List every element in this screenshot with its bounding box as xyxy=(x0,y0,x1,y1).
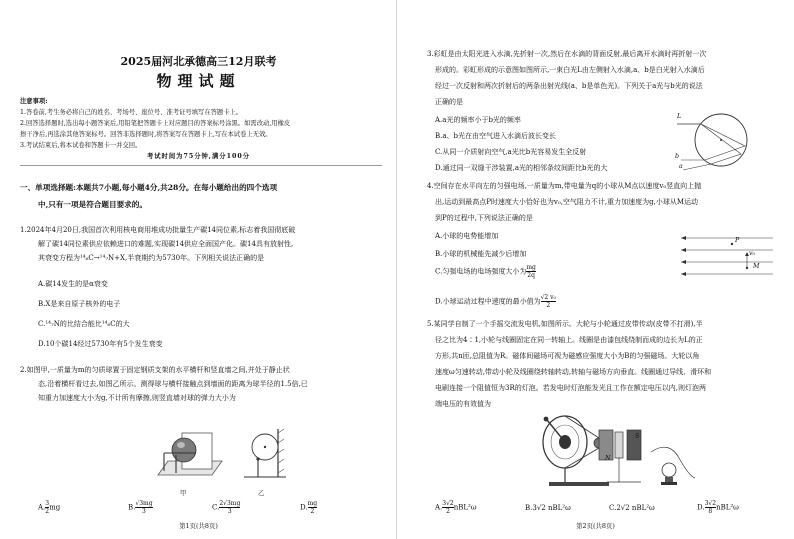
q2-option-d[interactable] xyxy=(300,500,317,518)
q3-option-c[interactable]: C.从同一介质射向空气,a光比b光容易发生全反射 xyxy=(435,148,587,156)
page-2 xyxy=(397,0,794,539)
q2-stem: 知重力加速度大小为g,不计所有摩擦,则竖直墙对球的弹力大小为 xyxy=(38,394,236,402)
q5-option-b[interactable] xyxy=(525,504,571,513)
option-prefix: D. xyxy=(697,503,705,512)
q5-option-a[interactable] xyxy=(435,500,477,518)
q5-stem: 端电压的有效值为 xyxy=(435,400,491,408)
section-heading-cont: 中,只有一项是符合题目要求的。 xyxy=(38,200,147,209)
q3-option-b[interactable]: B.a、b光在由空气进入水滴后波长变长 xyxy=(435,132,557,140)
q1-stem: 其衰变方程为¹⁴₆C→¹⁴₇N+X,半衰期约为5730年。下列相关说法正确的是 xyxy=(38,254,265,262)
q3-stem: 经过一次反射和两次折射后的两条出射光线(a、b是单色光)。下列关于a光与b光的说法 xyxy=(435,82,703,90)
fraction-den: 8 xyxy=(708,508,713,515)
q3-label-L: L xyxy=(677,113,682,120)
fraction-den: 2 xyxy=(310,508,315,515)
option-suffix: mg xyxy=(49,503,61,512)
fraction-num: mg xyxy=(307,500,318,507)
q4-option-b[interactable]: B.小球的机械能先减少后增加 xyxy=(435,250,527,258)
exam-subject: 物理试题 xyxy=(156,72,241,90)
q2-option-c[interactable] xyxy=(212,500,240,518)
q5-label-S: S xyxy=(635,433,640,440)
q5-stem: 5.某同学自制了一个手摇交流发电机,如图所示。大轮与小轮通过皮带传动(皮带不打滑),半 xyxy=(427,320,703,328)
option-prefix: B. xyxy=(525,504,533,512)
q2-stem: 2.如图甲,一质量为m的匀质球置于固定钢质支架的水平横杆和竖直墙之间,并处于静止状 xyxy=(20,366,290,374)
q3-stem: 形成的。彩虹形成的示意图如图所示,一束白光L由左侧射入水滴,a、b是白光射入水滴后 xyxy=(435,66,705,74)
q5-label-N: N xyxy=(605,455,611,462)
q2-figure-label-jia: 甲 xyxy=(180,490,187,497)
q5-stem: 径之比为4∶1,小轮与线圈固定在同一转轴上。线圈是由漆包线绕制而成的边长为L的正 xyxy=(435,336,703,344)
q4-label-P: P xyxy=(735,237,740,244)
fraction-den: 2 xyxy=(446,508,450,515)
q3-label-a: a xyxy=(679,163,683,170)
q4-label-M: M xyxy=(753,263,760,270)
option-suffix: 2√2 nBL²ω xyxy=(616,504,655,512)
option-prefix: A. xyxy=(435,503,443,512)
q2-option-a[interactable] xyxy=(38,500,60,518)
exam-time-score: 考试时间为75分钟,满分100分 xyxy=(146,153,251,160)
q1-stem: 解了碳14同位素供应依赖进口的难题,实现碳14供应全面国产化。碳14具有放射性, xyxy=(38,240,294,248)
q5-stem: 速度ω匀速转动,带动小轮及线圈绕转轴转动,转轴与磁场方向垂直。线圈通过导线、滑环和 xyxy=(435,368,712,376)
exam-title: 2025届河北承德高三12月联考 xyxy=(120,55,277,68)
q1-option-c[interactable]: C.¹⁴₇N的比结合能比¹⁴₆C的大 xyxy=(38,320,130,328)
option-prefix: B. xyxy=(128,503,136,512)
page-footer-right: 第2页(共8页) xyxy=(576,522,615,530)
fraction-den: 2 xyxy=(546,302,551,309)
q2-stem: 态,沿着横杆看过去,如图乙所示。测得球与横杆接触点到墙面的距离为球半径的1.5倍,已 xyxy=(38,380,308,388)
q3-option-d[interactable]: D.通过同一双缝干涉装置,a光的相邻条纹间距比b光的大 xyxy=(435,164,608,172)
q4-option-d[interactable] xyxy=(435,294,556,312)
fraction-den: 2 xyxy=(45,508,50,515)
notice-item: 2.回答选择题时,选出每小题答案后,用铅笔把答题卡上对应题目的答案标号涂黑。如需改动,用橡皮 xyxy=(20,120,291,127)
q3-stem: 3.彩虹是由太阳光进入水滴,先折射一次,然后在水滴的背面反射,最后离开水滴时再折射一次 xyxy=(427,50,707,58)
option-prefix: C. xyxy=(609,504,617,512)
q4-stem: 4.空间存在水平向左的匀强电场,一质量为m,带电量为q的小球从M点以速度v₀竖直向上抛 xyxy=(427,182,702,190)
q4-field-figure xyxy=(677,230,777,284)
q4-option-a[interactable]: A.小球的电势能增加 xyxy=(435,232,499,240)
q4-option-c[interactable] xyxy=(435,264,536,282)
option-prefix: A. xyxy=(38,503,46,512)
q2-option-b[interactable] xyxy=(128,500,153,518)
q1-option-b[interactable]: B.X是来自原子核外的电子 xyxy=(38,300,121,308)
fraction-num: 3 xyxy=(45,500,50,507)
option-prefix: C.匀强电场的电场强度大小为 xyxy=(435,267,527,276)
q5-bulb-figure xyxy=(649,440,699,490)
q5-stem: 电刷连接一个阻值恒为3R的灯泡。若发电时灯泡能发光且工作在额定电压以内,则灯泡两 xyxy=(435,384,706,392)
q2-figure-jia xyxy=(152,425,224,487)
q3-option-a[interactable]: A.a光的频率小于b光的频率 xyxy=(435,116,521,124)
fraction-num: mg xyxy=(526,264,536,271)
fraction-num: 2√3mg xyxy=(219,500,241,507)
option-suffix: nBL²ω xyxy=(453,503,477,512)
fraction-num: √3mg xyxy=(135,500,153,507)
q1-stem: 1.2024年4月20日,我国首次利用核电商用堆成功批量生产碳14同位素,标志着我国彻底破 xyxy=(20,226,296,234)
fraction-num: 3√2 xyxy=(704,500,717,507)
notice-item: 擦干净后,再选涂其他答案标号。回答非选择题时,将答案写在答题卡上,写在本试卷上无效。 xyxy=(20,131,272,138)
notice-heading: 注意事项: xyxy=(20,98,48,105)
q3-stem: 正确的是 xyxy=(435,98,463,106)
fraction-den: 3 xyxy=(227,508,232,515)
q1-option-d[interactable]: D.10个碳14经过5730年有5个发生衰变 xyxy=(38,340,163,348)
q5-stem: 方形,共n匝,总阻值为R。磁体间磁场可视为磁感应强度大小为B的匀强磁场。大轮以角 xyxy=(435,352,700,360)
page-footer-left: 第1页(共8页) xyxy=(179,522,218,530)
q3-label-b: b xyxy=(675,153,680,160)
q1-option-a[interactable]: A.碳14发生的是α衰变 xyxy=(38,280,108,288)
q4-stem: 出,运动到最高点P时速度大小恰好也为v₀,空气阻力不计,重力加速度为g,小球从M运动 xyxy=(435,198,699,206)
fraction-num: √2 v₀ xyxy=(540,294,556,301)
q5-generator-figure xyxy=(537,412,647,494)
option-suffix: nBL²ω xyxy=(716,503,739,512)
fraction-den: 2q xyxy=(527,272,535,279)
option-prefix: C. xyxy=(212,503,220,512)
option-prefix: D.小球运动过程中速度的最小值为 xyxy=(435,297,541,306)
q5-option-d[interactable] xyxy=(697,500,739,518)
notice-item: 1.答卷前,考生务必将自己的姓名、考场号、座位号、准考证号填写在答题卡上。 xyxy=(20,109,243,116)
fraction-den: 3 xyxy=(142,508,146,515)
q2-figure-label-yi: 乙 xyxy=(258,490,265,497)
option-prefix: D. xyxy=(300,503,308,512)
q4-stem: 到P的过程中,下列说法正确的是 xyxy=(435,214,533,222)
separator-line xyxy=(20,165,382,166)
fraction-num: 3√2 xyxy=(442,500,454,507)
notice-item: 3.考试结束后,将本试卷和答题卡一并交回。 xyxy=(20,142,142,149)
q3-droplet-figure xyxy=(675,108,757,172)
option-suffix: 3√2 nBL²ω xyxy=(532,504,571,512)
q4-label-v0: v₀ xyxy=(749,250,756,257)
q5-option-c[interactable] xyxy=(609,504,655,513)
q2-figure-yi xyxy=(240,425,290,487)
section-heading: 一、单项选择题:本题共7小题,每小题4分,共28分。在每小题给出的四个选项 xyxy=(20,183,278,192)
